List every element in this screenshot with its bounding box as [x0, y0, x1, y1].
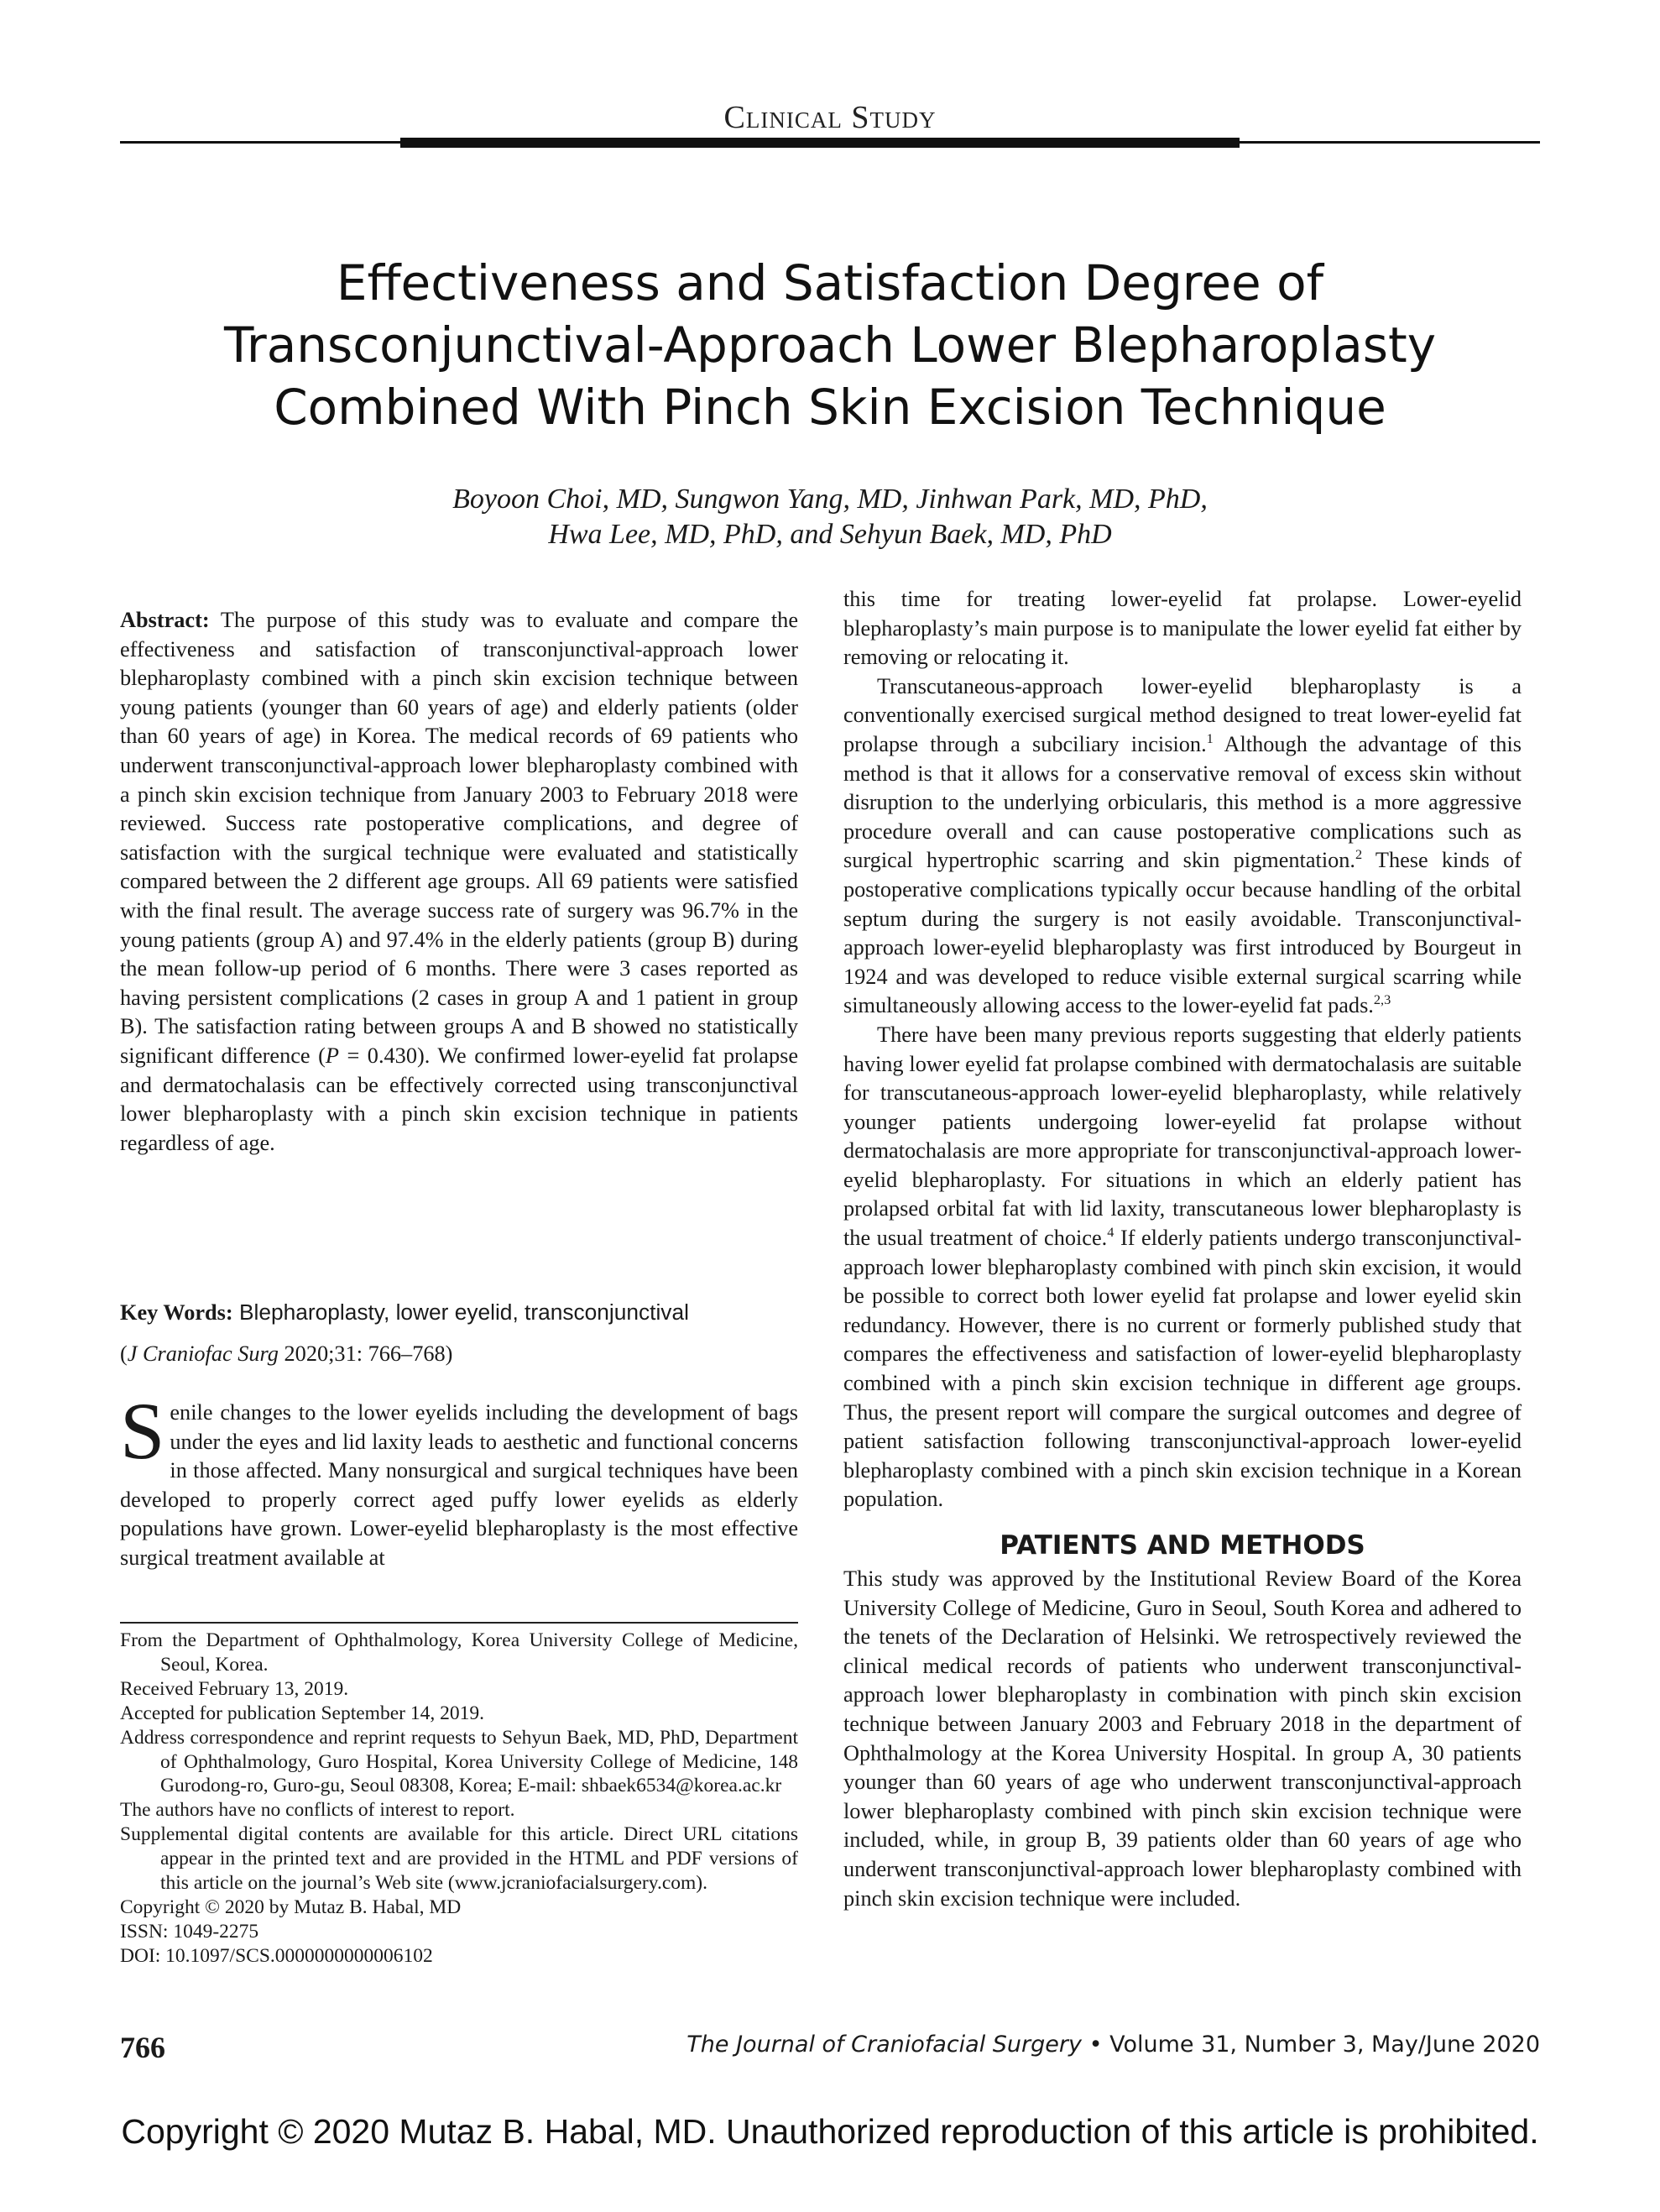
- reference-marker: 1: [1206, 730, 1214, 747]
- footnote-affiliation: From the Department of Ophthalmology, Korea University College of Medicine, Seoul, Korea.: [120, 1629, 798, 1676]
- keywords: [120, 1298, 798, 1328]
- abstract-text-end: = 0.430). We confirmed lower-eyelid fat prolapse and dermatochalasis can be effectively corrected using transconjunctival lower blepharoplasty with a pinch skin excision technique in patients regardless of age.: [120, 1043, 798, 1155]
- introduction-paragraph: [120, 1386, 798, 1573]
- reference-marker: 2: [1355, 846, 1363, 863]
- abstract: [120, 606, 798, 1158]
- keywords-text: Blepharoplasty, lower eyelid, transconjunctival: [232, 1299, 689, 1325]
- title-line: Transconjunctival-Approach Lower Blepharoplasty: [223, 316, 1437, 374]
- footnotes: [120, 1622, 798, 1969]
- body-paragraph: this time for treating lower-eyelid fat prolapse. Lower-eyelid blepharoplasty’s main purpose is to manipulate the lower eyelid fat either by removing or relocating it.: [843, 587, 1522, 670]
- section-label: Clinical Study: [723, 100, 937, 135]
- page-number: 766: [120, 2031, 165, 2064]
- page-footer: [120, 2030, 1540, 2063]
- footnote-correspondence: Address correspondence and reprint requests to Sehyun Baek, MD, PhD, Department of Ophthalmology, Guro Hospital, Korea University College of Medicine, 148 Gurodong-ro, Guro-gu, Seoul 08308, Korea; E-mail: shbaek6534@korea.ac.kr: [120, 1726, 798, 1797]
- header-rule-bold: [400, 138, 1240, 148]
- author-line: Boyoon Choi, MD, Sungwon Yang, MD, Jinhwan Park, MD, PhD,: [452, 484, 1208, 515]
- footnote-doi: DOI: 10.1097/SCS.0000000000006102: [120, 1944, 433, 1967]
- footnote-copyright: Copyright © 2020 by Mutaz B. Habal, MD: [120, 1896, 462, 1918]
- title-line: Combined With Pinch Skin Excision Technique: [274, 379, 1386, 436]
- abstract-text: The purpose of this study was to evaluate and compare the effectiveness and satisfaction of transconjunctival-approach lower blepharoplasty combined with a pinch skin excision technique between young patients (younger than 60 years of age) and elderly patients (older than 60 years of age) in Korea. The medical records of 69 patients who underwent transconjunctival-approach lower blepharoplasty combined with a pinch skin excision technique from January 2003 to February 2018 were reviewed. Success rate postoperative complications, and degree of satisfaction with the surgical technique were evaluated and statistically compared between the 2 different age groups. All 69 patients were satisfied with the final result. The average success rate of surgery was 96.7% in the young patients (group A) and 97.4% in the elderly patients (group B) during the mean follow-up period of 6 months. There were 3 cases reported as having persistent complications (2 cases in group A and 1 patient in group B). The satisfaction rating between groups A and B showed no statistically significant difference (: [120, 608, 798, 1068]
- footnote-issn: ISSN: 1049-2275: [120, 1920, 259, 1943]
- citation: (J Craniofac Surg 2020;31: 766–768): [120, 1341, 453, 1366]
- right-column: [843, 585, 1522, 1913]
- abstract-label: Abstract:: [120, 608, 210, 632]
- title-line: Effectiveness and Satisfaction Degree of: [336, 254, 1324, 311]
- footnote-accepted: Accepted for publication September 14, 2019.: [120, 1702, 484, 1724]
- citation-journal: J Craniofac Surg: [127, 1341, 279, 1366]
- drop-cap: S: [120, 1386, 165, 1476]
- author-line: Hwa Lee, MD, PhD, and Sehyun Baek, MD, PhD: [548, 519, 1112, 550]
- article-title: [120, 252, 1540, 438]
- copyright-notice: Copyright © 2020 Mutaz B. Habal, MD. Unauthorized reproduction of this article is prohibited.: [121, 2112, 1539, 2151]
- author-list: [120, 482, 1540, 552]
- journal-issue: • Volume 31, Number 3, May/June 2020: [1081, 2032, 1540, 2058]
- body-paragraph: This study was approved by the Institutional Review Board of the Korea University College of Medicine, Guro in Seoul, South Korea and adhered to the tenets of the Declaration of Helsinki. We retrospectively reviewed the clinical medical records of patients who underwent transconjunctival-approach lower blepharoplasty in combination with pinch skin excision technique between January 2003 and February 2018 in the department of Ophthalmology at the Korea University Hospital. In group A, 30 patients younger than 60 years of age who underwent transconjunctival-approach lower blepharoplasty combined with pinch skin excision technique were included, while, in group B, 39 patients older than 60 years of age who underwent transconjunctival-approach lower blepharoplasty combined with pinch skin excision technique were included.: [843, 1566, 1522, 1911]
- journal-info: [686, 2032, 1540, 2058]
- p-value-symbol: P: [325, 1043, 339, 1068]
- body-paragraph: Transcutaneous-approach lower-eyelid blepharoplasty is a conventionally exercised surgical method designed to treat lower-eyelid fat prolapse through a subciliary incision.$^1$ Although the advantage of this method is that it allows for a conservative removal of excess skin without disruption to the underlying orbicularis, this method is a more aggressive procedure overall and can cause postoperative complications such as surgical hypertrophic scarring and skin pigmentation.$^2$ These kinds of postoperative complications typically occur because handling of the orbital septum during the surgery is not easily avoidable. Transconjunctival-approach lower-eyelid blepharoplasty was first introduced by Bourgeut in 1924 and was developed to reduce visible external surgical scarring while simultaneously allowing access to the lower-eyelid fat pads.$^{2,3}$: [843, 673, 1522, 1018]
- journal-name: The Journal of Craniofacial Surgery: [686, 2032, 1082, 2058]
- section-heading: PATIENTS AND METHODS: [1000, 1530, 1365, 1561]
- footnote-conflicts: The authors have no conflicts of interest to report.: [120, 1799, 515, 1822]
- footnote-supplemental: Supplemental digital contents are available for this article. Direct URL citations appear in the printed text and are provided in the HTML and PDF versions of this article on the journal’s Web site (www.jcraniofacialsurgery.com).: [120, 1823, 798, 1895]
- body-paragraph: There have been many previous reports suggesting that elderly patients having lower eyelid fat prolapse combined with dermatochalasis are suitable for transcutaneous-approach lower-eyelid blepharoplasty, while relatively younger patients undergoing lower-eyelid fat prolapse without dermatochalasis are more appropriate for transconjunctival-approach lower-eyelid blepharoplasty. For situations in which an elderly patient has prolapsed orbital fat with lid laxity, transcutaneous lower blepharoplasty is the usual treatment of choice.$^4$ If elderly patients undergo transconjunctival-approach lower blepharoplasty combined with pinch skin excision, it would be possible to correct both lower eyelid fat prolapse and lower eyelid skin redundancy. However, there is no current or formerly published study that compares the effectiveness and satisfaction of lower-eyelid blepharoplasty combined with a pinch skin excision technique in different age groups. Thus, the present report will compare the surgical outcomes and degree of patient satisfaction following transconjunctival-approach lower-eyelid blepharoplasty combined with a pinch skin excision technique in a Korean population.: [843, 1022, 1522, 1512]
- intro-text: enile changes to the lower eyelids including the development of bags under the eyes and lid laxity leads to aesthetic and functional concerns in those affected. Many nonsurgical and surgical techniques have been developed to properly correct aged puffy lower eyelids as elderly populations have grown. Lower-eyelid blepharoplasty is the most effective surgical treatment available at: [120, 1400, 798, 1570]
- reference-marker: 2,3: [1373, 991, 1391, 1008]
- keywords-label: Key Words:: [120, 1300, 233, 1325]
- reference-marker: 4: [1107, 1224, 1114, 1241]
- footnote-received: Received February 13, 2019.: [120, 1677, 349, 1700]
- citation-details: 2020;31: 766–768): [278, 1341, 453, 1366]
